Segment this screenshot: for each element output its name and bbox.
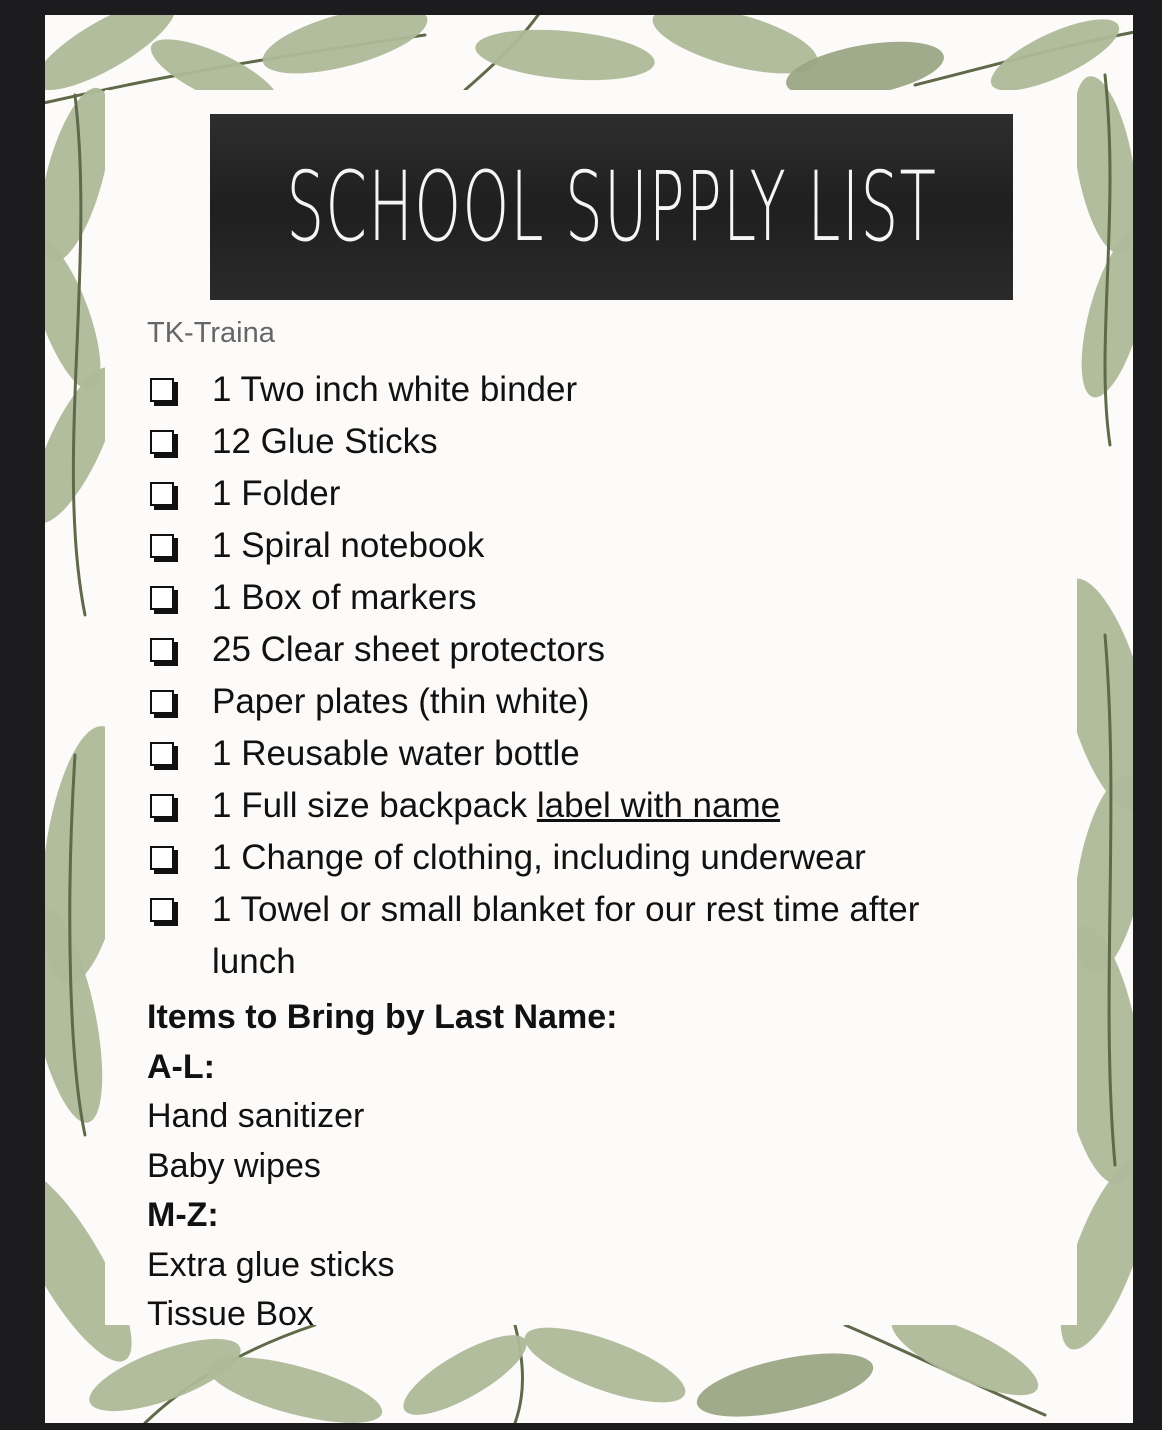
list-item: 12 Glue Sticks <box>150 416 992 468</box>
checkbox-icon[interactable] <box>150 742 174 766</box>
list-item: 1 Full size backpack label with name <box>150 780 992 832</box>
group-m-item: Extra glue sticks <box>147 1245 395 1284</box>
checkbox-icon[interactable] <box>150 378 174 402</box>
checkbox-icon[interactable] <box>150 846 174 870</box>
page-title: SCHOOL SUPPLY LIST <box>286 151 937 263</box>
list-item: 1 Towel or small blanket for our rest time after lunch <box>150 884 992 988</box>
checkbox-icon[interactable] <box>150 482 174 506</box>
list-item: 1 Folder <box>150 468 992 520</box>
list-item: 25 Clear sheet protectors <box>150 624 992 676</box>
list-item: 1 Change of clothing, including underwear <box>150 832 992 884</box>
title-banner <box>210 114 1013 300</box>
list-item: Paper plates (thin white) <box>150 676 992 728</box>
section-heading: Items to Bring by Last Name: <box>147 998 618 1036</box>
checkbox-icon[interactable] <box>150 586 174 610</box>
group-a-item: Hand sanitizer <box>147 1097 365 1135</box>
checkbox-icon[interactable] <box>150 794 174 818</box>
group-a-label: A-L: <box>147 1047 215 1086</box>
group-a-item: Baby wipes <box>147 1146 321 1185</box>
list-item: 1 Box of markers <box>150 572 992 624</box>
list-item: 1 Reusable water bottle <box>150 728 992 780</box>
checkbox-icon[interactable] <box>150 898 174 922</box>
class-name: TK-Traina <box>147 317 275 349</box>
items-by-last-name <box>147 993 617 1340</box>
checkbox-icon[interactable] <box>150 534 174 558</box>
group-m-label: M-Z: <box>147 1196 219 1234</box>
list-item: 1 Two inch white binder <box>150 364 992 416</box>
document-page <box>45 15 1133 1423</box>
checkbox-icon[interactable] <box>150 638 174 662</box>
list-item: 1 Spiral notebook <box>150 520 992 572</box>
group-m-item: Tissue Box <box>147 1295 314 1333</box>
supply-checklist <box>150 364 992 988</box>
checkbox-icon[interactable] <box>150 690 174 714</box>
checkbox-icon[interactable] <box>150 430 174 454</box>
underlined-note: label with name <box>536 786 781 825</box>
